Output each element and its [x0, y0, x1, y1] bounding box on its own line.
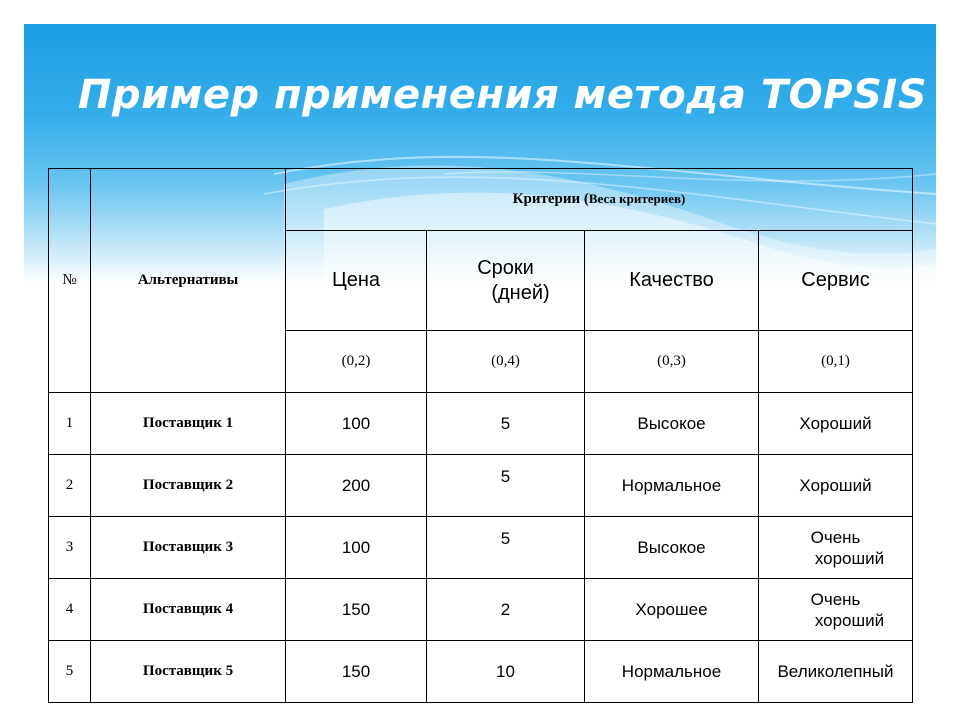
service-cell: Хороший	[759, 455, 913, 517]
price-cell: 100	[286, 393, 427, 455]
topsis-table	[48, 168, 913, 703]
term-cell: 5	[427, 517, 585, 579]
weight-price: (0,2)	[286, 331, 427, 393]
quality-cell: Высокое	[585, 393, 759, 455]
service-cell	[759, 579, 913, 641]
service-line1: Очень	[810, 527, 861, 547]
table-row	[49, 579, 913, 641]
price-cell: 150	[286, 579, 427, 641]
row-number: 4	[49, 579, 91, 641]
service-cell: Хороший	[759, 393, 913, 455]
slide-title: Пример применения метода TOPSIS	[78, 72, 927, 118]
service-line2: хороший	[814, 548, 885, 568]
criterion-term-line1: Сроки	[477, 256, 534, 279]
row-number: 1	[49, 393, 91, 455]
quality-cell: Нормальное	[585, 641, 759, 703]
service-line2: хороший	[814, 610, 885, 630]
quality-cell: Нормальное	[585, 455, 759, 517]
service-cell	[759, 517, 913, 579]
weight-quality: (0,3)	[585, 331, 759, 393]
header-row-1	[49, 169, 913, 231]
weight-service: (0,1)	[759, 331, 913, 393]
table-row	[49, 517, 913, 579]
table-row	[49, 455, 913, 517]
quality-cell: Хорошее	[585, 579, 759, 641]
service-cell: Великолепный	[759, 641, 913, 703]
term-cell: 5	[427, 393, 585, 455]
criterion-term	[427, 231, 585, 331]
service-cell-text	[787, 527, 884, 569]
quality-cell: Высокое	[585, 517, 759, 579]
criterion-quality: Качество	[585, 231, 759, 331]
criteria-header	[286, 169, 913, 231]
term-cell: 5	[427, 455, 585, 517]
price-cell: 100	[286, 517, 427, 579]
supplier-name: Поставщик 1	[91, 393, 286, 455]
supplier-name: Поставщик 2	[91, 455, 286, 517]
table-row	[49, 641, 913, 703]
num-header: №	[49, 169, 91, 393]
term-cell: 10	[427, 641, 585, 703]
service-cell-text	[787, 589, 884, 631]
criteria-header-label: Критерии (	[512, 191, 589, 207]
criteria-weights-label: Веса критериев)	[588, 191, 686, 206]
supplier-name: Поставщик 3	[91, 517, 286, 579]
row-number: 3	[49, 517, 91, 579]
price-cell: 150	[286, 641, 427, 703]
row-number: 2	[49, 455, 91, 517]
criterion-term-line2: (дней)	[491, 281, 550, 304]
alternatives-header: Альтернативы	[91, 169, 286, 393]
price-cell: 200	[286, 455, 427, 517]
term-cell: 2	[427, 579, 585, 641]
supplier-name: Поставщик 4	[91, 579, 286, 641]
row-number: 5	[49, 641, 91, 703]
slide-background	[24, 24, 936, 720]
table-row	[49, 393, 913, 455]
weight-term: (0,4)	[427, 331, 585, 393]
supplier-name: Поставщик 5	[91, 641, 286, 703]
service-line1: Очень	[810, 589, 861, 609]
criterion-service: Сервис	[759, 231, 913, 331]
criterion-price: Цена	[286, 231, 427, 331]
